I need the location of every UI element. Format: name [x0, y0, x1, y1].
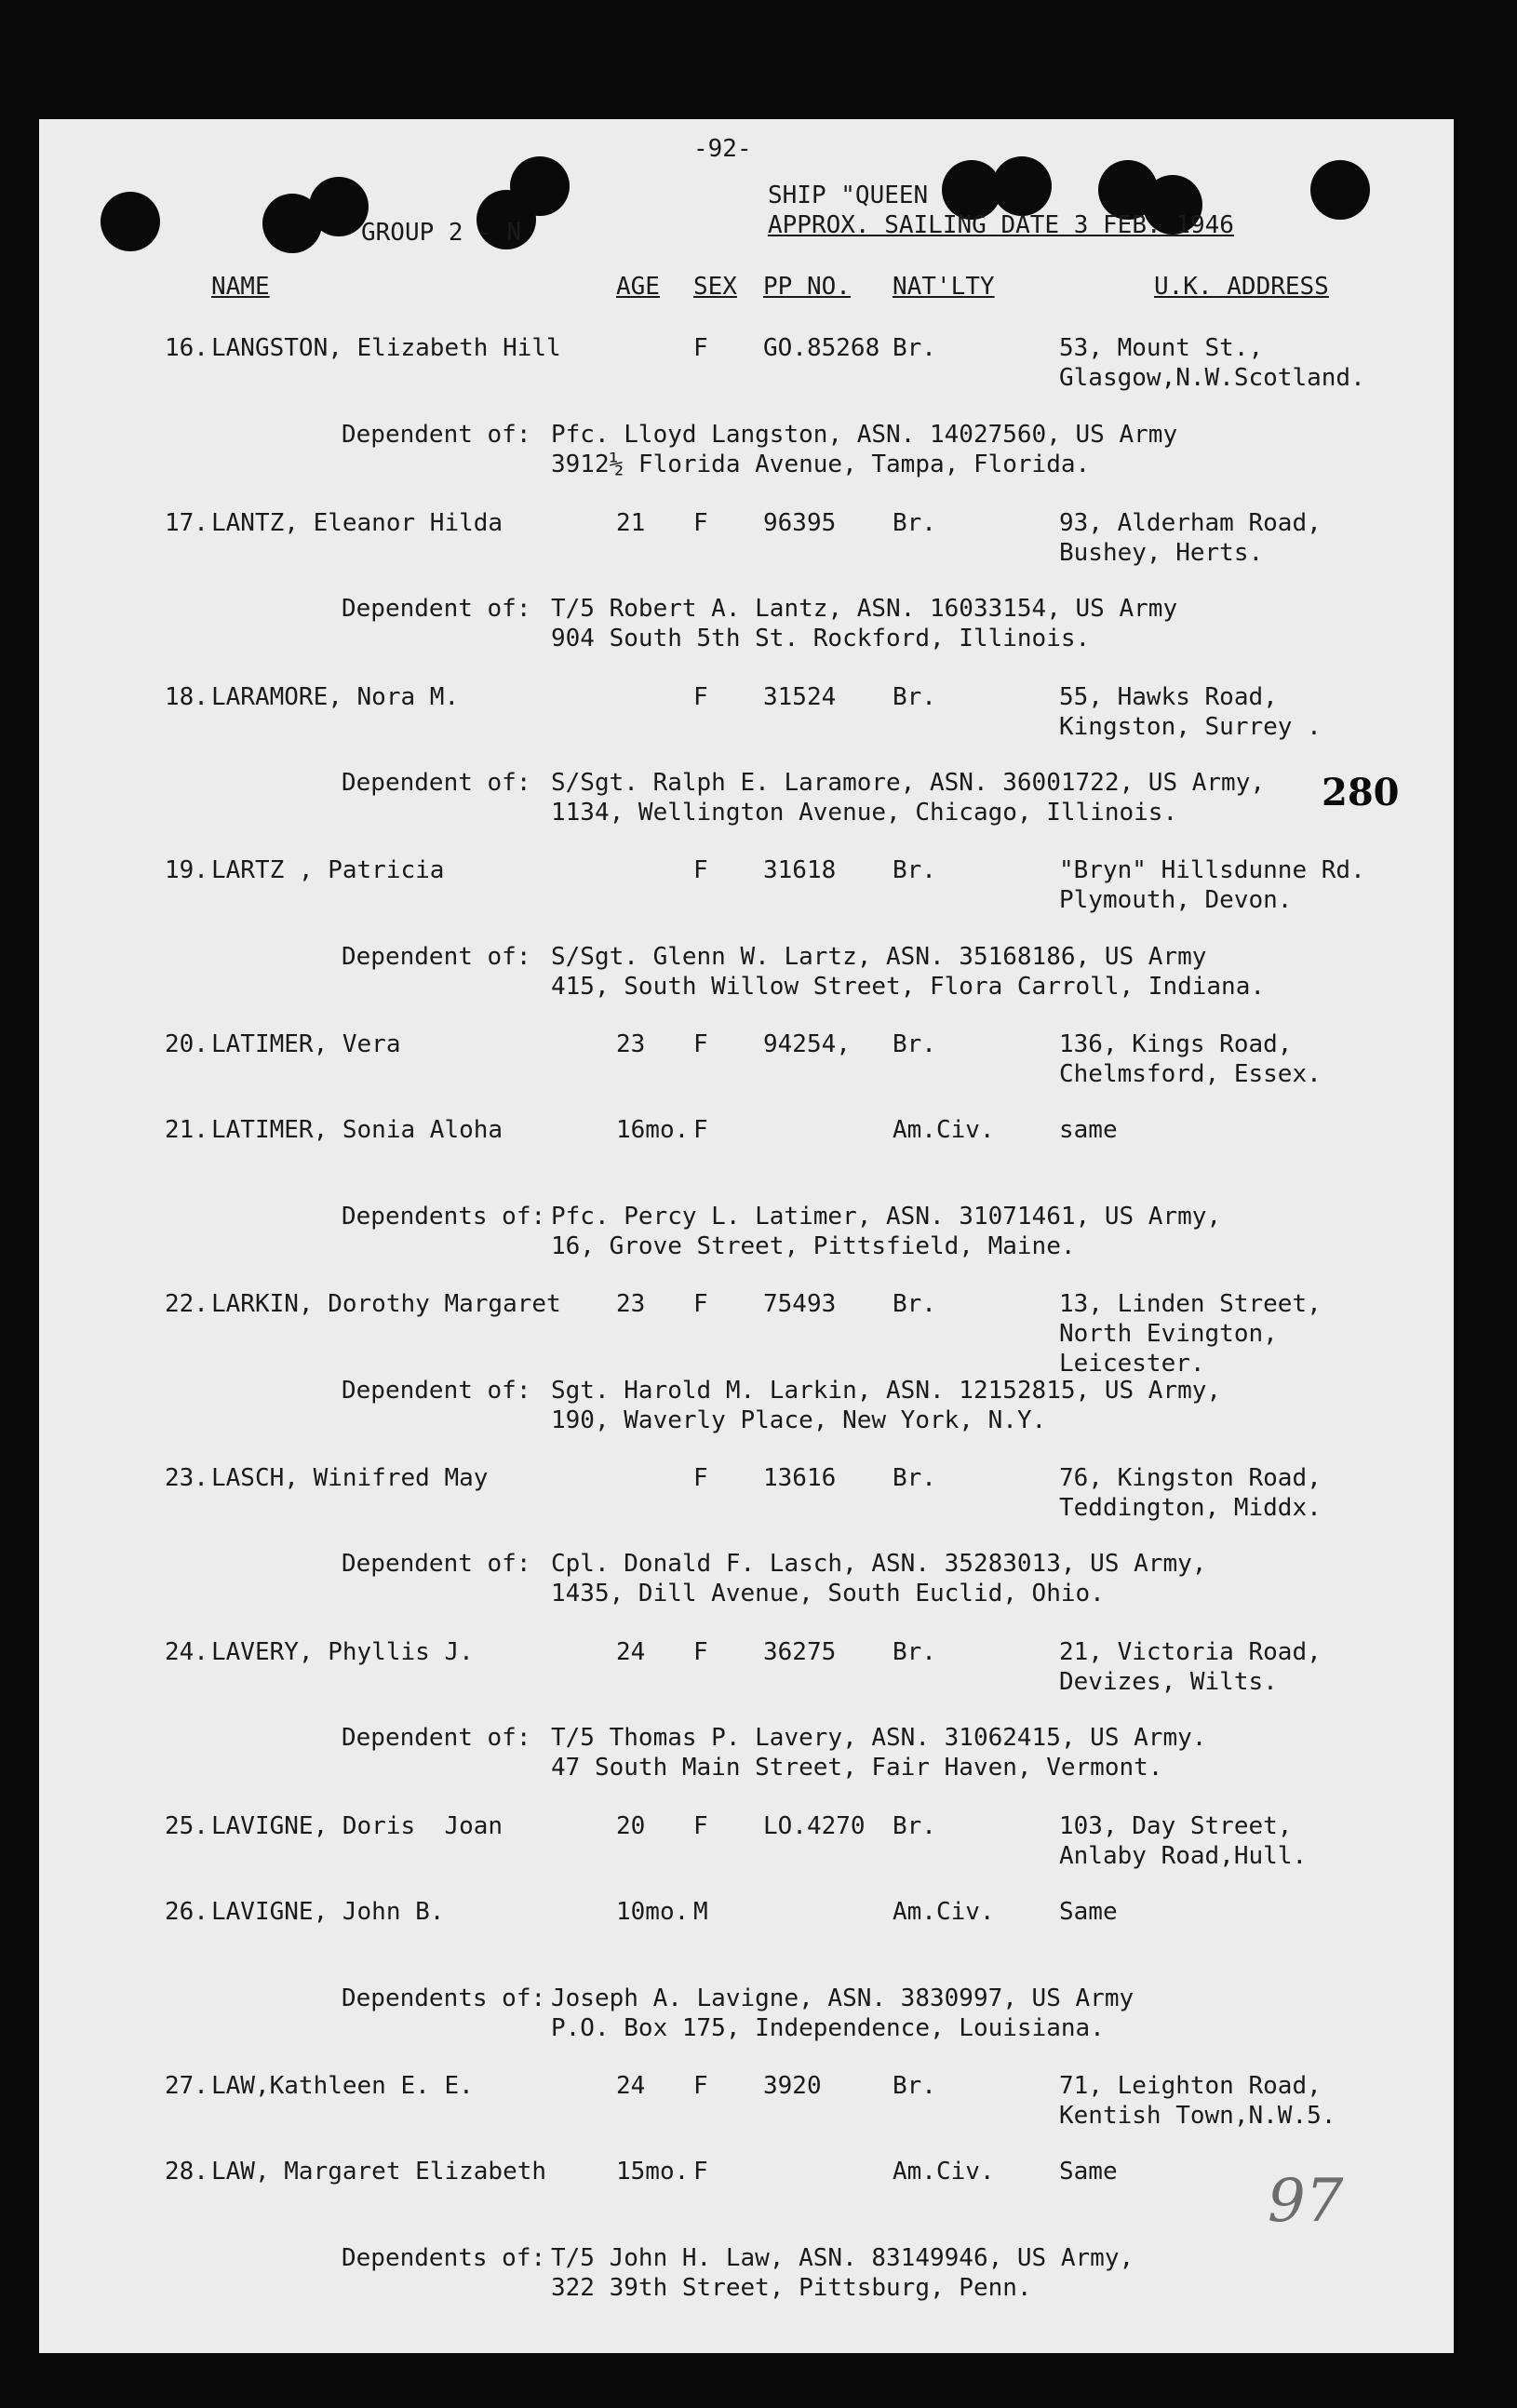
entry-address-line-1: 53, Mount St., [1059, 334, 1264, 362]
entry-name: LANGSTON, Elizabeth Hill [211, 334, 561, 362]
dependent-sponsor: T/5 Thomas P. Lavery, ASN. 31062415, US Army. [551, 1724, 1207, 1752]
entry-address-line-1: 103, Day Street, [1059, 1812, 1293, 1840]
entry-nationality: Br. [893, 1030, 936, 1058]
dependent-sponsor: S/Sgt. Glenn W. Lartz, ASN. 35168186, US Army [551, 943, 1207, 971]
entry-address-line-2: North Evington, [1059, 1320, 1278, 1348]
entry-nationality: Am.Civ. [893, 1898, 995, 1926]
entry-address-line-1: Same [1059, 2158, 1118, 2186]
entry-nationality: Br. [893, 2072, 936, 2100]
dependent-sponsor: T/5 Robert A. Lantz, ASN. 16033154, US Army [551, 595, 1178, 623]
entry-address-line-3: Leicester. [1059, 1350, 1205, 1378]
entry-address-line-1: 136, Kings Road, [1059, 1030, 1293, 1058]
entry-number: 26. [165, 1898, 208, 1926]
entry-address-line-2: Plymouth, Devon. [1059, 886, 1293, 914]
entry-address-line-1: 13, Linden Street, [1059, 1290, 1322, 1318]
dependent-address: 415, South Willow Street, Flora Carroll, Indiana. [551, 973, 1266, 1001]
dependent-address: 1134, Wellington Avenue, Chicago, Illinois. [551, 799, 1178, 827]
entry-age: 20 [616, 1812, 646, 1840]
entry-address-line-2: Kentish Town,N.W.5. [1059, 2102, 1336, 2130]
entry-sex: F [693, 1638, 708, 1666]
entry-name: LARAMORE, Nora M. [211, 683, 460, 711]
entry-age: 24 [616, 1638, 646, 1666]
entry-name: LAW, Margaret Elizabeth [211, 2158, 547, 2186]
header-uk-address: U.K. ADDRESS [1154, 273, 1329, 301]
entry-pp-no: 96395 [763, 509, 837, 537]
entry-number: 23. [165, 1464, 208, 1492]
entry-pp-no: 3920 [763, 2072, 822, 2100]
header-pp-no: PP NO. [763, 273, 851, 301]
dependent-label: Dependent of: [342, 595, 531, 623]
ship-line: SHIP "QUEEN [768, 182, 929, 209]
dependent-label: Dependents of: [342, 1203, 546, 1231]
dependent-address: 3912½ Florida Avenue, Tampa, Florida. [551, 451, 1091, 478]
entry-nationality: Br. [893, 334, 936, 362]
punch-hole [309, 177, 369, 236]
entry-name: LANTZ, Eleanor Hilda [211, 509, 503, 537]
dependent-label: Dependents of: [342, 2244, 546, 2272]
entry-number: 21. [165, 1116, 208, 1144]
entry-address-line-2: Devizes, Wilts. [1059, 1668, 1278, 1696]
dependent-address: 16, Grove Street, Pittsfield, Maine. [551, 1232, 1076, 1260]
entry-sex: F [693, 856, 708, 884]
dependent-label: Dependent of: [342, 769, 531, 797]
punch-hole [510, 156, 570, 216]
entry-address-line-1: 55, Hawks Road, [1059, 683, 1278, 711]
dependent-sponsor: Joseph A. Lavigne, ASN. 3830997, US Army [551, 1984, 1134, 2012]
entry-nationality: Br. [893, 1638, 936, 1666]
entry-nationality: Br. [893, 856, 936, 884]
sailing-date-line: APPROX. SAILING DATE 3 FEB. 1946 [768, 211, 1234, 239]
dependent-label: Dependent of: [342, 943, 531, 971]
entry-sex: F [693, 334, 708, 362]
entry-nationality: Br. [893, 509, 936, 537]
entry-address-line-2: Glasgow,N.W.Scotland. [1059, 364, 1365, 392]
entry-name: LAVERY, Phyllis J. [211, 1638, 474, 1666]
entry-name: LARKIN, Dorothy Margaret [211, 1290, 561, 1318]
entry-address-line-2: Chelmsford, Essex. [1059, 1060, 1322, 1088]
dependent-address: 190, Waverly Place, New York, N.Y. [551, 1406, 1047, 1434]
entry-pp-no: 31618 [763, 856, 837, 884]
entry-address-line-1: 71, Leighton Road, [1059, 2072, 1322, 2100]
entry-pp-no: 36275 [763, 1638, 837, 1666]
punch-hole [992, 156, 1052, 216]
entry-sex: F [693, 1812, 708, 1840]
entry-sex: F [693, 1464, 708, 1492]
entry-number: 22. [165, 1290, 208, 1318]
entry-sex: F [693, 509, 708, 537]
entry-age: 10mo. [616, 1898, 690, 1926]
entry-name: LATIMER, Sonia Aloha [211, 1116, 503, 1144]
dependent-sponsor: Pfc. Lloyd Langston, ASN. 14027560, US Army [551, 421, 1178, 449]
entry-name: LAW,Kathleen E. E. [211, 2072, 474, 2100]
entry-pp-no: 75493 [763, 1290, 837, 1318]
entry-number: 16. [165, 334, 208, 362]
dependent-label: Dependent of: [342, 1724, 531, 1752]
header-age: AGE [616, 273, 660, 301]
punch-hole [1310, 160, 1370, 220]
entry-number: 28. [165, 2158, 208, 2186]
entry-age: 23 [616, 1290, 646, 1318]
header-name: NAME [211, 273, 270, 301]
group-label: GROUP 2 - N [361, 219, 522, 247]
entry-address-line-2: Kingston, Surrey . [1059, 713, 1322, 741]
entry-age: 21 [616, 509, 646, 537]
stamp-number: 280 [1322, 771, 1400, 814]
dependent-sponsor: Pfc. Percy L. Latimer, ASN. 31071461, US Army, [551, 1203, 1222, 1231]
entry-number: 17. [165, 509, 208, 537]
entry-name: LATIMER, Vera [211, 1030, 401, 1058]
entry-pp-no: LO.4270 [763, 1812, 866, 1840]
entry-nationality: Br. [893, 1464, 936, 1492]
header-sex: SEX [693, 273, 737, 301]
dependent-label: Dependents of: [342, 1984, 546, 2012]
entry-address-line-2: Anlaby Road,Hull. [1059, 1842, 1308, 1870]
entry-sex: F [693, 683, 708, 711]
entry-sex: F [693, 1030, 708, 1058]
header-nationality: NAT'LTY [893, 273, 995, 301]
entry-number: 18. [165, 683, 208, 711]
entry-sex: F [693, 1116, 708, 1144]
entry-address-line-2: Teddington, Middx. [1059, 1494, 1322, 1522]
entry-address-line-1: Same [1059, 1898, 1118, 1926]
entry-pp-no: 94254, [763, 1030, 851, 1058]
entry-address-line-1: same [1059, 1116, 1118, 1144]
dependent-sponsor: Sgt. Harold M. Larkin, ASN. 12152815, US Army, [551, 1377, 1222, 1405]
dependent-label: Dependent of: [342, 421, 531, 449]
entry-nationality: Br. [893, 1290, 936, 1318]
entry-address-line-1: 21, Victoria Road, [1059, 1638, 1322, 1666]
dependent-address: P.O. Box 175, Independence, Louisiana. [551, 2014, 1105, 2042]
manifest-page [39, 119, 1454, 2353]
dependent-sponsor: Cpl. Donald F. Lasch, ASN. 35283013, US Army, [551, 1550, 1207, 1578]
entry-address-line-1: 76, Kingston Road, [1059, 1464, 1322, 1492]
entry-name: LASCH, Winifred May [211, 1464, 489, 1492]
dependent-label: Dependent of: [342, 1550, 531, 1578]
dependent-address: 1435, Dill Avenue, South Euclid, Ohio. [551, 1580, 1105, 1608]
entry-name: LAVIGNE, John B. [211, 1898, 445, 1926]
entry-name: LAVIGNE, Doris Joan [211, 1812, 503, 1840]
entry-age: 16mo. [616, 1116, 690, 1144]
punch-hole [101, 192, 160, 251]
dependent-address: 904 South 5th St. Rockford, Illinois. [551, 625, 1091, 652]
entry-age: 23 [616, 1030, 646, 1058]
entry-address-line-1: 93, Alderham Road, [1059, 509, 1322, 537]
entry-nationality: Am.Civ. [893, 1116, 995, 1144]
entry-number: 20. [165, 1030, 208, 1058]
entry-sex: F [693, 2158, 708, 2186]
entry-age: 24 [616, 2072, 646, 2100]
entry-nationality: Br. [893, 683, 936, 711]
page-number: -92- [693, 135, 752, 163]
entry-number: 27. [165, 2072, 208, 2100]
entry-pp-no: 31524 [763, 683, 837, 711]
entry-sex: F [693, 1290, 708, 1318]
entry-name: LARTZ , Patricia [211, 856, 445, 884]
entry-pp-no: 13616 [763, 1464, 837, 1492]
entry-nationality: Br. [893, 1812, 936, 1840]
dependent-sponsor: S/Sgt. Ralph E. Laramore, ASN. 36001722, US Army, [551, 769, 1266, 797]
entry-nationality: Am.Civ. [893, 2158, 995, 2186]
pencil-note: 97 [1268, 2167, 1344, 2236]
entry-number: 25. [165, 1812, 208, 1840]
dependent-sponsor: T/5 John H. Law, ASN. 83149946, US Army, [551, 2244, 1134, 2272]
entry-age: 15mo. [616, 2158, 690, 2186]
dependent-address: 47 South Main Street, Fair Haven, Vermont. [551, 1754, 1163, 1782]
entry-number: 19. [165, 856, 208, 884]
entry-pp-no: GO.85268 [763, 334, 880, 362]
entry-sex: M [693, 1898, 708, 1926]
entry-number: 24. [165, 1638, 208, 1666]
dependent-address: 322 39th Street, Pittsburg, Penn. [551, 2274, 1032, 2302]
entry-address-line-1: "Bryn" Hillsdunne Rd. [1059, 856, 1365, 884]
entry-sex: F [693, 2072, 708, 2100]
entry-address-line-2: Bushey, Herts. [1059, 539, 1264, 567]
dependent-label: Dependent of: [342, 1377, 531, 1405]
